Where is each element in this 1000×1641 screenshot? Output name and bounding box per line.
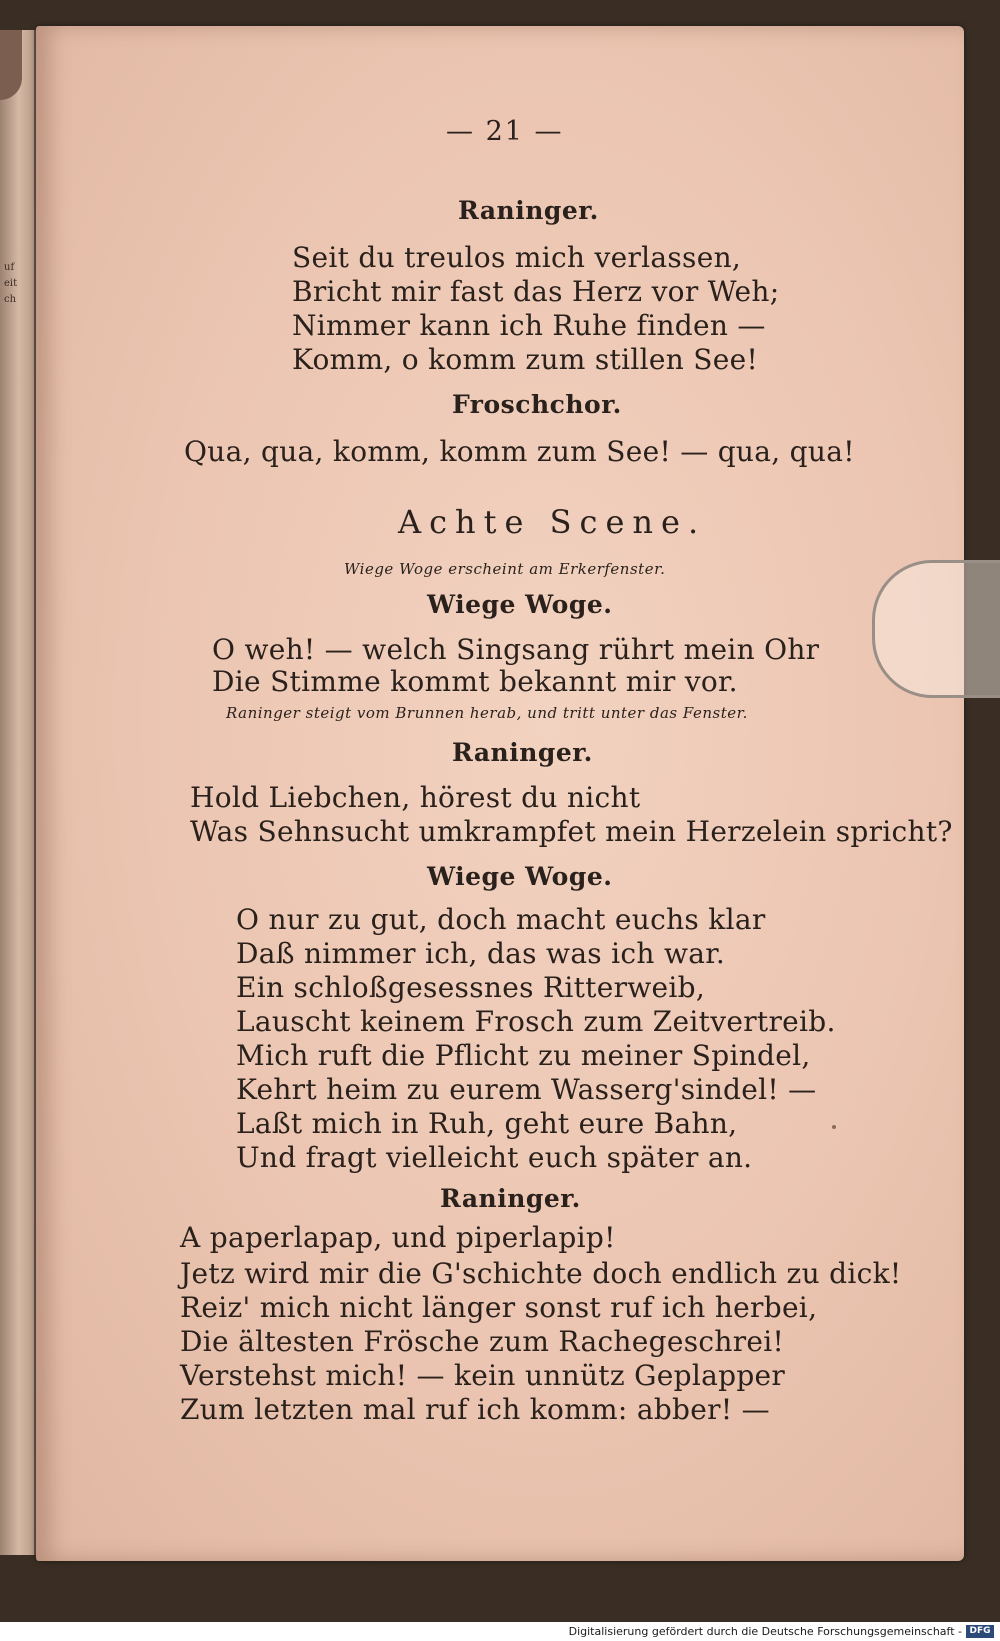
verse-line: Komm, o komm zum stillen See! <box>292 343 759 376</box>
verse-line: Nimmer kann ich Ruhe finden — <box>292 309 766 342</box>
digitization-footer <box>0 1622 1000 1641</box>
verse-line: Laßt mich in Ruh, geht eure Bahn, <box>236 1107 738 1140</box>
scene-heading: Achte Scene. <box>398 503 707 541</box>
paper-clip <box>872 560 1000 698</box>
verse-line: Jetz wird mir die G'schichte doch endlich zu dick! <box>180 1257 902 1290</box>
speaker-heading: Wiege Woge. <box>427 590 613 619</box>
verse-line: O nur zu gut, doch macht euchs klar <box>236 903 766 936</box>
stage-direction: Raninger steigt vom Brunnen herab, und tritt unter das Fenster. <box>226 704 748 722</box>
verse-line: Zum letzten mal ruf ich komm: abber! — <box>180 1393 770 1426</box>
stage-direction: Wiege Woge erscheint am Erkerfenster. <box>344 560 666 578</box>
verse-line: Mich ruft die Pflicht zu meiner Spindel, <box>236 1039 811 1072</box>
speaker-heading: Raninger. <box>458 196 599 225</box>
verse-line: Die Stimme kommt bekannt mir vor. <box>212 665 738 698</box>
paper-stain <box>832 1125 836 1129</box>
dfg-logo-icon: DFG <box>966 1625 994 1638</box>
previous-page-fragment: uf <box>4 262 15 273</box>
verse-line: Seit du treulos mich verlassen, <box>292 241 742 274</box>
verse-line: Bricht mir fast das Herz vor Weh; <box>292 275 780 308</box>
previous-page-fragment: ch <box>4 294 17 305</box>
verse-line: Ein schloßgesessnes Ritterweib, <box>236 971 706 1004</box>
verse-line: Daß nimmer ich, das was ich war. <box>236 937 726 970</box>
speaker-heading: Froschchor. <box>452 390 622 419</box>
speaker-heading: Raninger. <box>452 738 593 767</box>
speaker-heading: Raninger. <box>440 1184 581 1213</box>
verse-line: A paperlapap, und piperlapip! <box>180 1221 616 1254</box>
speaker-heading: Wiege Woge. <box>427 862 613 891</box>
previous-page-fragment: eit <box>4 278 18 289</box>
footer-credit: Digitalisierung gefördert durch die Deutsche Forschungsgemeinschaft - <box>568 1625 962 1638</box>
verse-line: Qua, qua, komm, komm zum See! — qua, qua! <box>184 435 855 468</box>
verse-line: Und fragt vielleicht euch später an. <box>236 1141 753 1174</box>
verse-line: Verstehst mich! — kein unnütz Geplapper <box>180 1359 786 1392</box>
previous-page-corner <box>0 30 22 100</box>
page-number: — 21 — <box>446 116 564 147</box>
previous-page-edge <box>0 30 36 1555</box>
verse-line: Reiz' mich nicht länger sonst ruf ich herbei, <box>180 1291 818 1324</box>
verse-line: Kehrt heim zu eurem Wasserg'sindel! — <box>236 1073 817 1106</box>
verse-line: Hold Liebchen, hörest du nicht <box>190 781 641 814</box>
verse-line: O weh! — welch Singsang rührt mein Ohr <box>212 633 820 666</box>
verse-line: Was Sehnsucht umkrampfet mein Herzelein spricht? <box>190 815 953 848</box>
verse-line: Lauscht keinem Frosch zum Zeitvertreib. <box>236 1005 836 1038</box>
verse-line: Die ältesten Frösche zum Rachegeschrei! <box>180 1325 785 1358</box>
